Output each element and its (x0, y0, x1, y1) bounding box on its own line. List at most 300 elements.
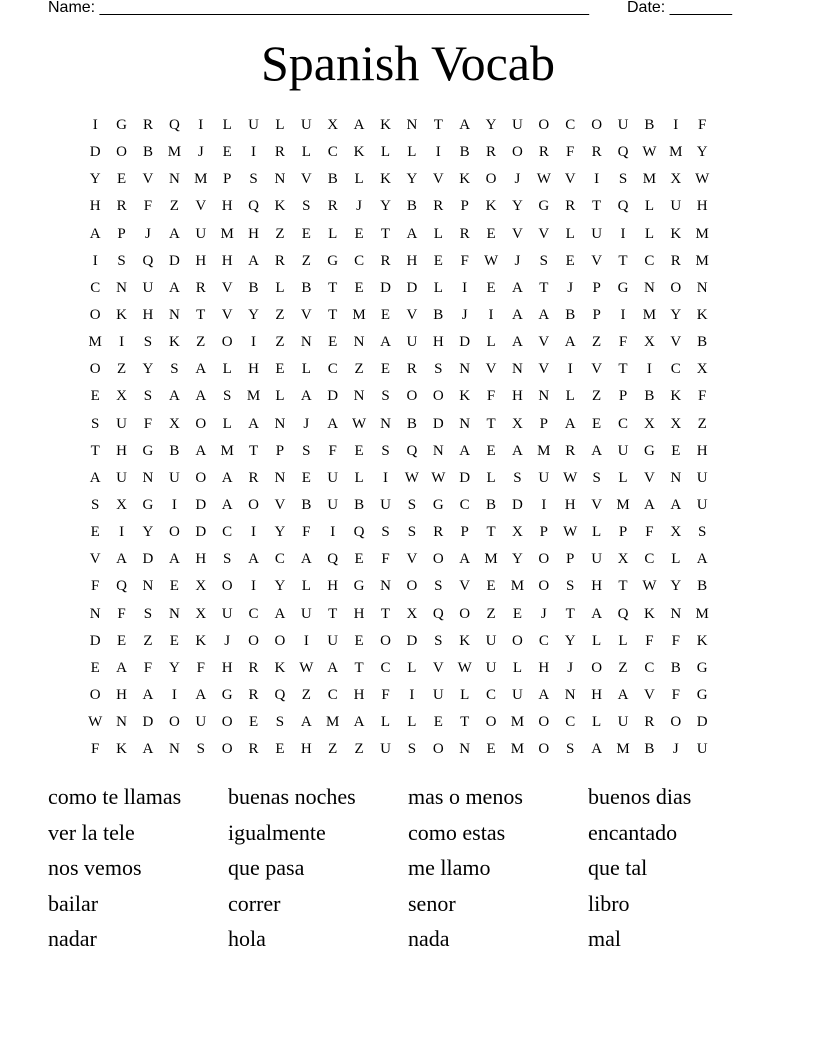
grid-letter[interactable]: U (300, 117, 312, 134)
grid-letter[interactable]: T (565, 605, 575, 622)
grid-letter[interactable]: B (644, 117, 655, 134)
grid-letter[interactable]: S (302, 442, 311, 459)
grid-letter[interactable]: I (594, 171, 600, 188)
grid-letter[interactable]: V (274, 497, 286, 514)
grid-letter[interactable]: D (168, 252, 180, 269)
grid-letter[interactable]: Q (327, 551, 339, 568)
grid-letter[interactable]: U (168, 469, 180, 486)
grid-letter[interactable]: F (486, 388, 496, 405)
grid-letter[interactable]: T (328, 605, 338, 622)
grid-letter[interactable]: P (566, 551, 575, 568)
grid-letter[interactable]: W (695, 171, 710, 188)
grid-letter[interactable]: R (486, 144, 497, 161)
grid-letter[interactable]: L (644, 225, 654, 242)
grid-letter[interactable]: A (459, 442, 471, 459)
grid-letter[interactable]: K (353, 144, 365, 161)
grid-letter[interactable]: V (406, 307, 418, 324)
grid-letter[interactable]: A (591, 741, 603, 758)
grid-letter[interactable]: P (460, 198, 469, 215)
grid-letter[interactable]: F (117, 605, 126, 622)
grid-letter[interactable]: O (221, 714, 233, 731)
grid-letter[interactable]: L (301, 578, 311, 595)
grid-letter[interactable]: I (92, 117, 98, 134)
grid-letter[interactable]: P (592, 279, 601, 296)
grid-letter[interactable]: C (565, 117, 576, 134)
grid-letter[interactable]: M (695, 225, 709, 242)
grid-letter[interactable]: A (248, 252, 259, 269)
grid-letter[interactable]: M (326, 714, 340, 731)
grid-letter[interactable]: W (536, 171, 551, 188)
grid-letter[interactable]: I (303, 632, 309, 649)
grid-letter[interactable]: F (671, 687, 680, 704)
grid-letter[interactable]: U (195, 714, 207, 731)
grid-letter[interactable]: N (116, 279, 127, 296)
grid-letter[interactable]: O (380, 632, 391, 649)
grid-letter[interactable]: S (513, 469, 522, 486)
grid-letter[interactable]: X (670, 415, 682, 432)
grid-letter[interactable]: C (644, 252, 655, 269)
grid-letter[interactable]: E (486, 225, 496, 242)
grid-letter[interactable]: C (459, 497, 470, 514)
grid-letter[interactable]: I (251, 144, 257, 161)
grid-letter[interactable]: K (485, 198, 497, 215)
grid-letter[interactable]: F (381, 551, 390, 568)
grid-letter[interactable]: N (142, 469, 154, 486)
grid-letter[interactable]: R (433, 524, 444, 541)
grid-letter[interactable]: N (696, 279, 708, 296)
grid-letter[interactable]: T (592, 198, 602, 215)
grid-letter[interactable]: F (698, 388, 707, 405)
grid-letter[interactable]: F (645, 524, 654, 541)
grid-letter[interactable]: E (354, 279, 364, 296)
grid-letter[interactable]: L (380, 714, 391, 731)
grid-letter[interactable]: U (696, 741, 708, 758)
grid-letter[interactable]: F (143, 415, 153, 432)
grid-letter[interactable]: X (670, 171, 682, 188)
grid-letter[interactable]: H (248, 361, 259, 378)
grid-letter[interactable]: B (301, 497, 312, 514)
grid-letter[interactable]: F (143, 198, 153, 215)
grid-letter[interactable]: G (142, 442, 154, 459)
grid-letter[interactable]: A (221, 469, 233, 486)
grid-letter[interactable]: R (327, 198, 338, 215)
grid-letter[interactable]: H (300, 741, 312, 758)
grid-letter[interactable]: H (591, 687, 603, 704)
grid-letter[interactable]: L (618, 632, 628, 649)
grid-letter[interactable]: K (116, 307, 127, 324)
grid-letter[interactable]: I (646, 361, 652, 378)
grid-letter[interactable]: R (248, 741, 259, 758)
grid-letter[interactable]: R (670, 252, 681, 269)
grid-letter[interactable]: C (565, 714, 576, 731)
grid-letter[interactable]: U (485, 632, 497, 649)
grid-letter[interactable]: G (221, 687, 233, 704)
grid-letter[interactable]: S (381, 442, 390, 459)
grid-letter[interactable]: T (380, 225, 391, 242)
grid-letter[interactable]: U (617, 117, 629, 134)
grid-letter[interactable]: Z (301, 252, 311, 269)
grid-letter[interactable]: D (432, 415, 444, 432)
grid-letter[interactable]: H (221, 659, 233, 676)
grid-letter[interactable]: L (512, 659, 523, 676)
grid-letter[interactable]: V (221, 307, 233, 324)
grid-letter[interactable]: A (327, 415, 339, 432)
grid-letter[interactable]: K (459, 632, 471, 649)
grid-letter[interactable]: X (116, 388, 127, 405)
grid-letter[interactable]: S (196, 741, 205, 758)
grid-letter[interactable]: S (407, 524, 417, 541)
grid-letter[interactable]: D (459, 469, 471, 486)
grid-letter[interactable]: T (618, 578, 628, 595)
grid-letter[interactable]: U (432, 687, 444, 704)
grid-letter[interactable]: E (354, 225, 364, 242)
grid-letter[interactable]: O (432, 388, 444, 405)
grid-letter[interactable]: C (222, 524, 233, 541)
grid-letter[interactable]: O (221, 334, 233, 351)
grid-letter[interactable]: A (221, 497, 233, 514)
grid-letter[interactable]: D (142, 714, 154, 731)
grid-letter[interactable]: B (565, 307, 576, 324)
grid-letter[interactable]: F (566, 144, 575, 161)
grid-letter[interactable]: V (485, 361, 497, 378)
grid-letter[interactable]: V (142, 171, 154, 188)
grid-letter[interactable]: B (301, 279, 312, 296)
grid-letter[interactable]: N (89, 605, 101, 622)
grid-letter[interactable]: O (89, 361, 101, 378)
grid-letter[interactable]: A (168, 225, 180, 242)
grid-letter[interactable]: S (566, 741, 575, 758)
grid-letter[interactable]: P (460, 524, 469, 541)
grid-letter[interactable]: O (538, 714, 550, 731)
grid-letter[interactable]: U (538, 469, 550, 486)
grid-letter[interactable]: M (510, 741, 525, 758)
grid-letter[interactable]: U (591, 225, 603, 242)
grid-letter[interactable]: R (565, 442, 576, 459)
grid-letter[interactable]: A (591, 605, 603, 622)
grid-letter[interactable]: J (514, 171, 521, 188)
grid-letter[interactable]: G (696, 659, 708, 676)
grid-letter[interactable]: Z (143, 632, 153, 649)
grid-letter[interactable]: E (671, 442, 681, 459)
grid-letter[interactable]: O (670, 279, 682, 296)
grid-letter[interactable]: Q (353, 524, 365, 541)
grid-letter[interactable]: L (460, 687, 470, 704)
grid-letter[interactable]: Y (485, 117, 497, 134)
grid-letter[interactable]: D (89, 144, 101, 161)
grid-letter[interactable]: A (142, 741, 154, 758)
grid-letter[interactable]: T (460, 714, 470, 731)
grid-letter[interactable]: E (354, 442, 364, 459)
grid-letter[interactable]: E (433, 252, 443, 269)
grid-letter[interactable]: R (274, 252, 285, 269)
grid-letter[interactable]: C (644, 551, 655, 568)
grid-letter[interactable]: E (486, 578, 496, 595)
grid-letter[interactable]: L (592, 632, 602, 649)
grid-letter[interactable]: L (354, 171, 364, 188)
grid-letter[interactable]: S (407, 497, 417, 514)
grid-letter[interactable]: G (327, 252, 339, 269)
grid-letter[interactable]: D (696, 714, 708, 731)
grid-letter[interactable]: E (222, 144, 232, 161)
grid-letter[interactable]: A (195, 442, 207, 459)
grid-letter[interactable]: V (564, 171, 576, 188)
grid-letter[interactable]: I (171, 687, 177, 704)
grid-letter[interactable]: B (248, 279, 259, 296)
grid-letter[interactable]: S (434, 578, 443, 595)
grid-letter[interactable]: E (380, 307, 391, 324)
grid-letter[interactable]: U (512, 687, 523, 704)
grid-letter[interactable]: H (221, 198, 233, 215)
grid-letter[interactable]: N (353, 334, 365, 351)
grid-letter[interactable]: I (119, 334, 125, 351)
grid-letter[interactable]: U (485, 659, 497, 676)
grid-letter[interactable]: I (171, 497, 177, 514)
grid-letter[interactable]: P (275, 442, 285, 459)
grid-letter[interactable]: E (248, 714, 259, 731)
grid-letter[interactable]: W (431, 469, 446, 486)
grid-letter[interactable]: X (512, 415, 523, 432)
grid-letter[interactable]: M (642, 307, 657, 324)
grid-letter[interactable]: U (380, 497, 391, 514)
grid-letter[interactable]: S (170, 361, 179, 378)
grid-letter[interactable]: X (512, 524, 523, 541)
grid-letter[interactable]: H (538, 659, 550, 676)
grid-letter[interactable]: N (274, 171, 286, 188)
grid-letter[interactable]: H (591, 578, 603, 595)
grid-letter[interactable]: V (591, 252, 603, 269)
grid-letter[interactable]: D (142, 551, 154, 568)
grid-letter[interactable]: A (327, 659, 339, 676)
grid-letter[interactable]: K (195, 632, 207, 649)
grid-letter[interactable]: M (695, 605, 709, 622)
grid-letter[interactable]: A (512, 279, 523, 296)
grid-letter[interactable]: U (221, 605, 233, 622)
grid-letter[interactable]: S (381, 388, 390, 405)
grid-letter[interactable]: A (670, 497, 682, 514)
grid-letter[interactable]: O (168, 714, 180, 731)
grid-letter[interactable]: H (353, 687, 365, 704)
grid-letter[interactable]: A (300, 551, 312, 568)
grid-letter[interactable]: Q (617, 198, 629, 215)
grid-letter[interactable]: Y (380, 198, 391, 215)
grid-letter[interactable]: N (142, 578, 154, 595)
grid-letter[interactable]: G (353, 578, 365, 595)
grid-letter[interactable]: V (643, 687, 655, 704)
grid-letter[interactable]: Y (670, 578, 682, 595)
grid-letter[interactable]: A (116, 551, 127, 568)
grid-letter[interactable]: E (90, 388, 100, 405)
grid-letter[interactable]: H (353, 605, 365, 622)
grid-letter[interactable]: S (91, 497, 100, 514)
grid-letter[interactable]: M (246, 388, 261, 405)
grid-letter[interactable]: S (434, 361, 443, 378)
grid-letter[interactable]: Y (406, 171, 418, 188)
grid-letter[interactable]: L (644, 198, 654, 215)
grid-letter[interactable]: M (616, 741, 630, 758)
grid-letter[interactable]: A (168, 279, 180, 296)
grid-letter[interactable]: O (221, 578, 233, 595)
grid-letter[interactable]: O (432, 741, 444, 758)
grid-letter[interactable]: S (566, 578, 575, 595)
grid-letter[interactable]: T (196, 307, 206, 324)
grid-letter[interactable]: G (696, 687, 708, 704)
grid-letter[interactable]: Y (512, 198, 523, 215)
grid-letter[interactable]: U (327, 632, 339, 649)
grid-letter[interactable]: F (698, 117, 707, 134)
grid-letter[interactable]: F (91, 578, 100, 595)
grid-letter[interactable]: S (698, 524, 707, 541)
grid-letter[interactable]: C (274, 551, 285, 568)
grid-letter[interactable]: W (563, 524, 578, 541)
grid-letter[interactable]: A (89, 469, 101, 486)
grid-letter[interactable]: L (592, 714, 602, 731)
grid-letter[interactable]: N (564, 687, 576, 704)
grid-letter[interactable]: X (116, 497, 127, 514)
date-field[interactable]: Date: _______ (627, 0, 732, 16)
grid-letter[interactable]: Z (301, 687, 311, 704)
grid-letter[interactable]: U (327, 497, 339, 514)
grid-letter[interactable]: K (459, 388, 471, 405)
grid-letter[interactable]: E (354, 551, 364, 568)
grid-letter[interactable]: E (301, 225, 311, 242)
grid-letter[interactable]: Y (142, 361, 154, 378)
grid-letter[interactable]: U (617, 714, 629, 731)
grid-letter[interactable]: E (512, 605, 523, 622)
grid-letter[interactable]: Y (168, 659, 180, 676)
grid-letter[interactable]: Z (328, 741, 338, 758)
grid-letter[interactable]: X (696, 361, 708, 378)
grid-letter[interactable]: L (275, 388, 285, 405)
grid-letter[interactable]: W (457, 659, 472, 676)
grid-letter[interactable]: B (459, 144, 470, 161)
grid-letter[interactable]: N (380, 415, 391, 432)
grid-letter[interactable]: V (300, 307, 312, 324)
grid-letter[interactable]: R (433, 198, 444, 215)
grid-letter[interactable]: V (643, 469, 655, 486)
grid-letter[interactable]: M (194, 171, 208, 188)
grid-letter[interactable]: L (407, 659, 417, 676)
grid-letter[interactable]: P (592, 307, 601, 324)
grid-letter[interactable]: Q (432, 605, 444, 622)
grid-letter[interactable]: R (248, 659, 259, 676)
grid-letter[interactable]: T (354, 659, 364, 676)
grid-letter[interactable]: D (195, 497, 207, 514)
grid-letter[interactable]: N (274, 415, 286, 432)
grid-letter[interactable]: B (169, 442, 180, 459)
grid-letter[interactable]: J (514, 252, 521, 269)
grid-letter[interactable]: G (538, 198, 550, 215)
grid-letter[interactable]: C (327, 361, 338, 378)
grid-letter[interactable]: G (432, 497, 444, 514)
grid-letter[interactable]: I (251, 578, 257, 595)
grid-letter[interactable]: A (168, 551, 180, 568)
grid-letter[interactable]: V (195, 198, 207, 215)
grid-letter[interactable]: Y (670, 307, 682, 324)
grid-letter[interactable]: X (168, 415, 180, 432)
grid-letter[interactable]: V (591, 497, 603, 514)
grid-letter[interactable]: T (486, 524, 496, 541)
grid-letter[interactable]: M (642, 171, 657, 188)
grid-letter[interactable]: I (435, 144, 441, 161)
grid-letter[interactable]: J (145, 225, 151, 242)
grid-letter[interactable]: L (222, 361, 232, 378)
grid-letter[interactable]: H (195, 551, 207, 568)
grid-letter[interactable]: S (143, 605, 153, 622)
grid-letter[interactable]: B (433, 307, 444, 324)
grid-letter[interactable]: X (406, 605, 418, 622)
grid-letter[interactable]: T (328, 307, 338, 324)
grid-letter[interactable]: O (591, 659, 603, 676)
grid-letter[interactable]: J (356, 198, 363, 215)
grid-letter[interactable]: D (195, 524, 207, 541)
grid-letter[interactable]: B (354, 497, 365, 514)
grid-letter[interactable]: P (539, 415, 548, 432)
grid-letter[interactable]: K (670, 225, 682, 242)
grid-letter[interactable]: V (432, 659, 444, 676)
grid-letter[interactable]: J (567, 279, 574, 296)
grid-letter[interactable]: F (460, 252, 469, 269)
grid-letter[interactable]: J (197, 144, 204, 161)
grid-letter[interactable]: V (406, 551, 418, 568)
grid-letter[interactable]: O (538, 551, 550, 568)
grid-letter[interactable]: W (642, 144, 657, 161)
grid-letter[interactable]: N (643, 279, 655, 296)
grid-letter[interactable]: R (591, 144, 602, 161)
grid-letter[interactable]: T (618, 361, 628, 378)
grid-letter[interactable]: V (89, 551, 101, 568)
grid-letter[interactable]: L (486, 469, 496, 486)
grid-letter[interactable]: E (380, 361, 391, 378)
grid-letter[interactable]: K (670, 388, 682, 405)
grid-letter[interactable]: K (643, 605, 655, 622)
grid-letter[interactable]: R (116, 198, 127, 215)
grid-letter[interactable]: E (90, 524, 100, 541)
grid-letter[interactable]: B (406, 415, 417, 432)
grid-letter[interactable]: O (116, 144, 127, 161)
grid-letter[interactable]: O (195, 415, 207, 432)
grid-letter[interactable]: O (670, 714, 682, 731)
grid-letter[interactable]: G (116, 117, 127, 134)
grid-letter[interactable]: T (380, 605, 391, 622)
grid-letter[interactable]: A (353, 714, 365, 731)
grid-letter[interactable]: E (275, 741, 285, 758)
grid-letter[interactable]: H (116, 442, 127, 459)
grid-letter[interactable]: S (222, 551, 232, 568)
grid-letter[interactable]: C (248, 605, 259, 622)
grid-letter[interactable]: F (671, 632, 680, 649)
grid-letter[interactable]: T (248, 442, 259, 459)
grid-letter[interactable]: Y (274, 524, 286, 541)
grid-letter[interactable]: L (222, 415, 232, 432)
grid-letter[interactable]: L (301, 144, 311, 161)
grid-letter[interactable]: X (643, 334, 655, 351)
grid-letter[interactable]: Z (697, 415, 707, 432)
grid-letter[interactable]: K (380, 117, 391, 134)
grid-letter[interactable]: K (459, 171, 471, 188)
grid-letter[interactable]: N (274, 469, 286, 486)
grid-letter[interactable]: N (670, 469, 682, 486)
grid-letter[interactable]: A (617, 687, 629, 704)
grid-letter[interactable]: D (406, 279, 418, 296)
grid-letter[interactable]: Z (275, 334, 285, 351)
grid-letter[interactable]: U (116, 469, 127, 486)
grid-letter[interactable]: N (459, 741, 471, 758)
grid-letter[interactable]: S (434, 632, 443, 649)
grid-letter[interactable]: O (459, 605, 471, 622)
grid-letter[interactable]: R (459, 225, 470, 242)
grid-letter[interactable]: O (512, 144, 523, 161)
grid-letter[interactable]: N (168, 605, 180, 622)
